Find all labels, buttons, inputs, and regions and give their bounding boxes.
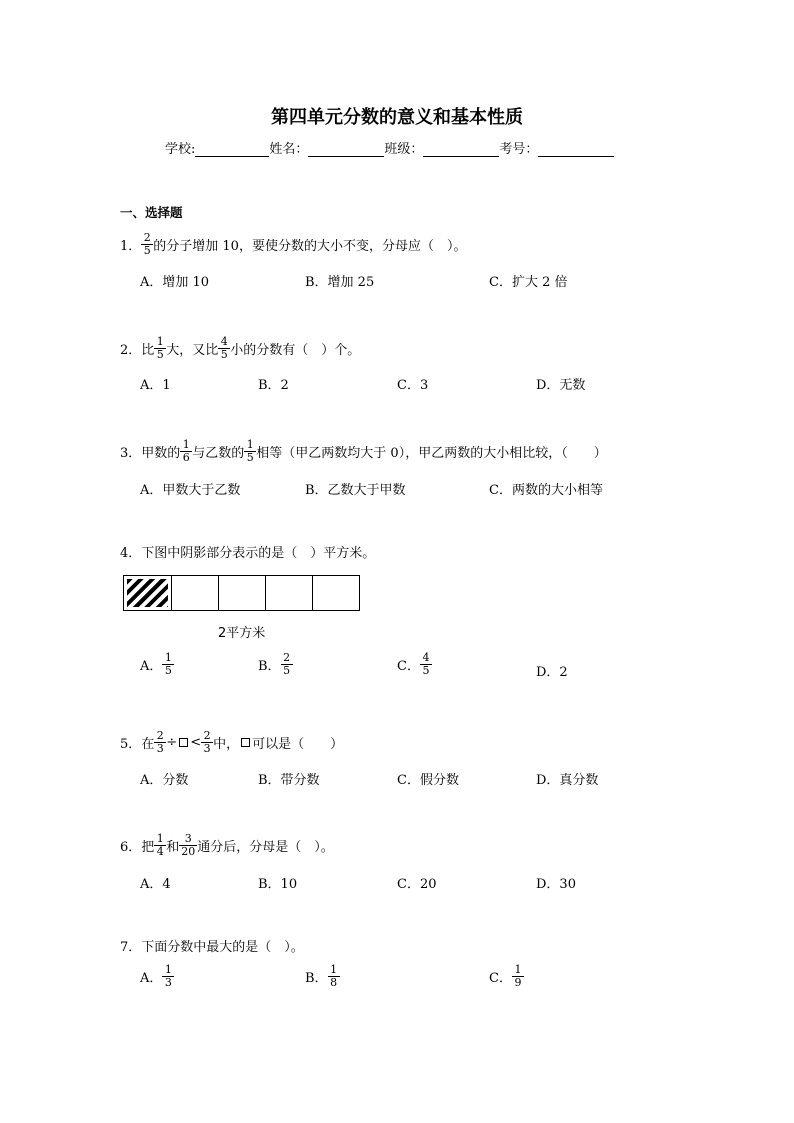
question-text: 中， bbox=[213, 737, 240, 752]
numerator: 1 bbox=[156, 335, 164, 348]
option-d[interactable]: D．真分数 bbox=[536, 773, 599, 788]
numerator: 1 bbox=[330, 963, 338, 976]
option-b[interactable]: B．2 bbox=[258, 378, 289, 393]
class-label: 班级： bbox=[384, 142, 424, 157]
option-a[interactable]: A．4 bbox=[140, 877, 171, 892]
denominator: 5 bbox=[246, 451, 254, 464]
question-number: 1． bbox=[120, 239, 142, 254]
question-prefix: 6．把 bbox=[120, 840, 155, 855]
page-title: 第四单元分数的意义和基本性质 bbox=[271, 107, 523, 128]
less-than-sign: < bbox=[190, 735, 202, 750]
option-a[interactable]: A．增加 10 bbox=[140, 275, 210, 290]
denominator: 5 bbox=[283, 664, 291, 677]
fraction bbox=[219, 336, 229, 361]
exam-no-field[interactable] bbox=[538, 142, 614, 157]
empty-square bbox=[171, 575, 219, 611]
fraction bbox=[163, 652, 173, 677]
question-text-2: 可以是（ ） bbox=[252, 737, 344, 752]
fraction bbox=[155, 833, 165, 858]
fraction bbox=[181, 439, 191, 464]
student-info-line bbox=[165, 138, 614, 157]
question-5 bbox=[120, 730, 343, 755]
option-c[interactable] bbox=[397, 652, 432, 677]
fraction bbox=[142, 232, 152, 257]
name-label: 姓名： bbox=[269, 142, 309, 157]
numerator: 1 bbox=[156, 832, 164, 845]
question-3 bbox=[120, 439, 607, 464]
question-text: 相等（甲乙两数均大于 0），甲乙两数的大小相比较，（ ） bbox=[256, 446, 607, 461]
denominator: 6 bbox=[182, 451, 190, 464]
numerator: 1 bbox=[164, 651, 172, 664]
denominator: 9 bbox=[514, 976, 522, 989]
numerator: 4 bbox=[220, 335, 228, 348]
option-b[interactable] bbox=[305, 964, 340, 989]
numerator: 3 bbox=[184, 832, 192, 845]
numerator: 2 bbox=[283, 651, 291, 664]
denominator: 3 bbox=[156, 742, 164, 755]
empty-square bbox=[312, 575, 360, 611]
fraction bbox=[282, 652, 292, 677]
blank-box-icon bbox=[179, 738, 188, 747]
figure-caption: 2平方米 bbox=[218, 626, 266, 641]
denominator: 3 bbox=[203, 742, 211, 755]
question-prefix: 5．在 bbox=[120, 737, 155, 752]
denominator: 5 bbox=[422, 664, 430, 677]
denominator: 5 bbox=[156, 348, 164, 361]
option-label: B． bbox=[258, 659, 281, 674]
numerator: 4 bbox=[422, 651, 430, 664]
blank-box-icon bbox=[241, 738, 250, 747]
option-b[interactable]: B．乙数大于甲数 bbox=[305, 483, 406, 498]
option-c[interactable]: C．20 bbox=[397, 877, 437, 892]
school-label: 学校: bbox=[165, 142, 196, 157]
question-4: 4．下图中阴影部分表示的是（ ）平方米。 bbox=[120, 546, 376, 561]
option-d[interactable]: D．30 bbox=[536, 877, 576, 892]
option-c[interactable]: C．3 bbox=[397, 378, 429, 393]
option-c[interactable]: C．两数的大小相等 bbox=[489, 483, 603, 498]
option-c[interactable]: C．假分数 bbox=[397, 773, 459, 788]
fraction bbox=[202, 730, 212, 755]
question-prefix: 3．甲数的 bbox=[120, 446, 181, 461]
fraction bbox=[163, 964, 173, 989]
question-2 bbox=[120, 336, 360, 361]
option-a[interactable] bbox=[140, 652, 174, 677]
fraction bbox=[421, 652, 431, 677]
question-7: 7．下面分数中最大的是（ ）。 bbox=[120, 940, 304, 955]
fraction bbox=[180, 833, 196, 858]
question-text: 小的分数有（ ）个。 bbox=[230, 343, 361, 358]
fraction bbox=[329, 964, 339, 989]
empty-square bbox=[265, 575, 313, 611]
class-field[interactable] bbox=[423, 142, 499, 157]
option-a[interactable]: A．1 bbox=[140, 378, 171, 393]
option-b[interactable]: B．带分数 bbox=[258, 773, 320, 788]
shaded-square bbox=[123, 575, 172, 611]
option-b[interactable]: B．增加 25 bbox=[305, 275, 375, 290]
numerator: 1 bbox=[182, 438, 190, 451]
option-label: C． bbox=[489, 971, 512, 986]
question-text: 通分后，分母是（ ）。 bbox=[197, 840, 334, 855]
numerator: 2 bbox=[143, 231, 151, 244]
fraction bbox=[245, 439, 255, 464]
fraction bbox=[155, 336, 165, 361]
question-mid: 和 bbox=[166, 840, 180, 855]
option-label: A． bbox=[140, 659, 163, 674]
option-c[interactable] bbox=[489, 964, 524, 989]
option-label: A． bbox=[140, 971, 163, 986]
option-d[interactable]: D．无数 bbox=[536, 378, 586, 393]
empty-square bbox=[218, 575, 266, 611]
denominator: 20 bbox=[181, 845, 196, 858]
option-a[interactable] bbox=[140, 964, 174, 989]
school-field[interactable] bbox=[195, 142, 269, 157]
option-b[interactable] bbox=[258, 652, 293, 677]
denominator: 5 bbox=[220, 348, 228, 361]
fraction bbox=[513, 964, 523, 989]
section-heading: 一、选择题 bbox=[120, 205, 183, 220]
option-a[interactable]: A．分数 bbox=[140, 773, 189, 788]
option-label: B． bbox=[305, 971, 328, 986]
denominator: 5 bbox=[164, 664, 172, 677]
numerator: 1 bbox=[514, 963, 522, 976]
numerator: 2 bbox=[203, 729, 211, 742]
denominator: 8 bbox=[330, 976, 338, 989]
question-mid: 大，又比 bbox=[166, 343, 219, 358]
question-6 bbox=[120, 833, 334, 858]
question-text: 的分子增加 10，要使分数的大小不变，分母应（ ）。 bbox=[153, 239, 467, 254]
option-a[interactable]: A．甲数大于乙数 bbox=[140, 483, 241, 498]
option-b[interactable]: B．10 bbox=[258, 877, 298, 892]
numerator: 1 bbox=[246, 438, 254, 451]
question-prefix: 2．比 bbox=[120, 343, 155, 358]
divide-sign: ÷ bbox=[166, 735, 178, 750]
option-c[interactable]: C．扩大 2 倍 bbox=[489, 275, 568, 290]
denominator: 4 bbox=[156, 845, 164, 858]
denominator: 3 bbox=[164, 976, 172, 989]
numerator: 1 bbox=[164, 963, 172, 976]
exam-no-label: 考号： bbox=[499, 142, 539, 157]
name-field[interactable] bbox=[308, 142, 384, 157]
denominator: 5 bbox=[143, 244, 151, 257]
question-1 bbox=[120, 232, 466, 257]
fraction bbox=[155, 730, 165, 755]
numerator: 2 bbox=[156, 729, 164, 742]
option-label: C． bbox=[397, 659, 420, 674]
question-mid: 与乙数的 bbox=[192, 446, 245, 461]
option-d[interactable]: D．2 bbox=[536, 665, 568, 680]
